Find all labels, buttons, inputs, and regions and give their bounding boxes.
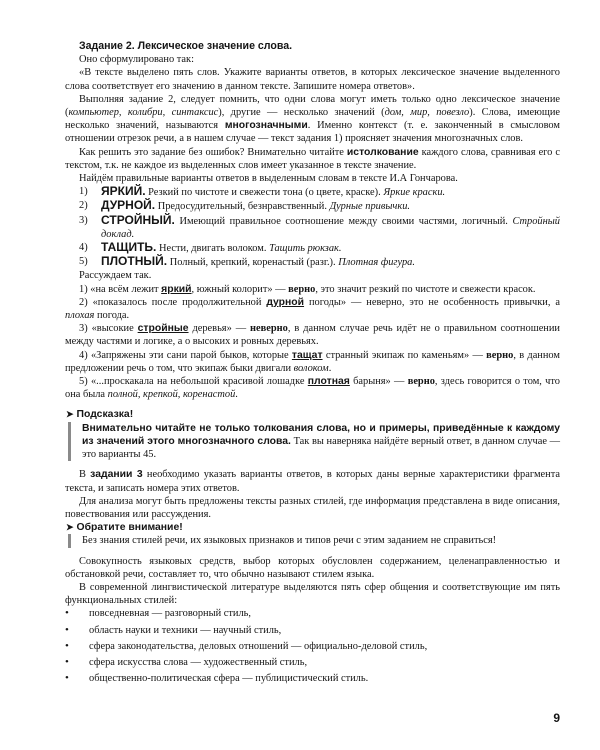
term-polysemous: многозначными [224,120,308,132]
reason-item: 4) «Запряжены эти сани парой быков, которые тащат странный экипаж по каменьям» — верно, в данном предложении речь о том, что экипаж быки двигали волоком. [65,349,560,374]
tip-block [65,408,560,461]
term-task3: задании 3 [90,469,143,481]
arrow-icon: ➤ [66,409,74,420]
page-number: 9 [553,711,560,725]
reasoning-intro: Рассуждаем так. [79,270,152,282]
list-item: • сфера искусства слова — художественный стиль, [65,656,560,669]
attention-text: Без знания стилей речи, их языковых признаков и типов речи с этим заданием не справиться! [82,535,497,547]
modern-paragraph: В современной лингвистической литературе выделяются пять сфер общения и соответствующие им пять функциональных стилей: [65,581,560,607]
reason-item: 5) «...проскакала на небольшой красивой лошадке плотная барыня» — верно, здесь говорится о том, что она была полной, крепкой, коренастой. [65,376,560,401]
attention-block [65,521,560,547]
definition-item: 1) ЯРКИЙ. Резкий по чистоте и свежести тона (о цвете, краске). Яркие краски. [79,184,446,199]
list-item: • область науки и техники — научный стиль, [65,624,560,637]
tip-heading: ➤ Подсказка! [66,409,134,421]
attention-box [68,534,560,547]
definition-item: 2) ДУРНОЙ. Предосудительный, безнравственный. Дурные привычки. [79,198,410,213]
totality-paragraph: Совокупность языковых средств, выбор которых обусловлен содержанием, целенаправленностью и обстановкой речи, составляет то, что обычно называют стилем языка. [65,555,560,580]
list-item: • сфера законодательства, деловых отношений — официально-деловой стиль, [65,640,560,653]
definition-item: 4) ТАЩИТЬ. Нести, двигать волоком. Тащить рюкзак. [79,240,342,255]
styles-list [65,607,560,685]
attention-heading: ➤ Обратите внимание! [66,522,183,534]
reason-item: 2) «показалось после продолжительной дурной погоды» — неверно, это не особенность привычки, а плохая погода. [65,296,560,322]
reason-item: 3) «высокие стройные деревья» — неверно, в данном случае речь идёт не о правильном соотношении между частями и логике, а о высоких и ровных деревьях. [65,323,560,348]
formulated-line: Оно сформулировано так: [79,54,194,66]
tip-box [68,422,560,462]
paragraph-find-answers: Найдём правильные варианты ответов в выделенным словам в тексте И.А Гончарова. [79,173,458,185]
reason-item: 1) «на всём лежит яркий, южный колорит» — верно, это значит резкий по чистоте и свежести красок. [79,283,536,295]
task-quote: «В тексте выделено пять слов. Укажите варианты ответов, в которых лексическое значение выделенного слова соответствует его значению в данном тексте. Запишите номера ответов». [65,67,560,92]
term-interpretation: истолкование [346,146,419,158]
definition-item: 5) ПЛОТНЫЙ. Полный, крепкий, коренастый (разг.). Плотная фигура. [79,254,415,269]
paragraph-how-to-solve: Как решить это задание без ошибок? Внимательно читайте истолкование каждого слова, сравнивая его с текстом, т.к. не каждое из выделенных слов имеет указанное в тексте значение. [65,146,560,171]
definition-item: 3) СТРОЙНЫЙ. Имеющий правильное соотношение между своими частями, логичный. Стройный доклад. [79,212,560,240]
arrow-icon: ➤ [66,522,74,533]
paragraph-lexical-meaning: Выполняя задание 2, следует помнить, что одни слова могут иметь только одно лексическое значение (компьютер, колибри, синтаксис), другие — несколько значений (дом, мир, повезло). Слова, имеющие несколько значений, называются многозначными. Именно контекст (т. е. законченный в смысловом отношении отрезок речи, а в нашем случае — текст задания 1) проясняет значения многозначных слов. [65,93,561,145]
task3-paragraph: В задании 3 необходимо указать варианты ответов, в которых даны верные характеристики фрагмента текста, и записать номера этих ответов. [65,469,560,494]
analysis-paragraph: Для анализа могут быть предложены тексты разных стилей, где информация представлена в виде описания, повествования или рассуждения. [65,495,560,520]
definitions-list [65,185,560,269]
list-item: • повседневная — разговорный стиль, [65,607,560,620]
list-item: • общественно-политическая сфера — публицистический стиль. [65,672,560,685]
tip-text: Внимательно читайте не только толкования слова, но и примеры, приведённые к каждому из значений этого многозначного слова. Так вы наверняка найдёте верный ответ, в данном случае — это варианты 45. [82,422,561,461]
task-title: Задание 2. Лексическое значение слова. [79,40,293,52]
